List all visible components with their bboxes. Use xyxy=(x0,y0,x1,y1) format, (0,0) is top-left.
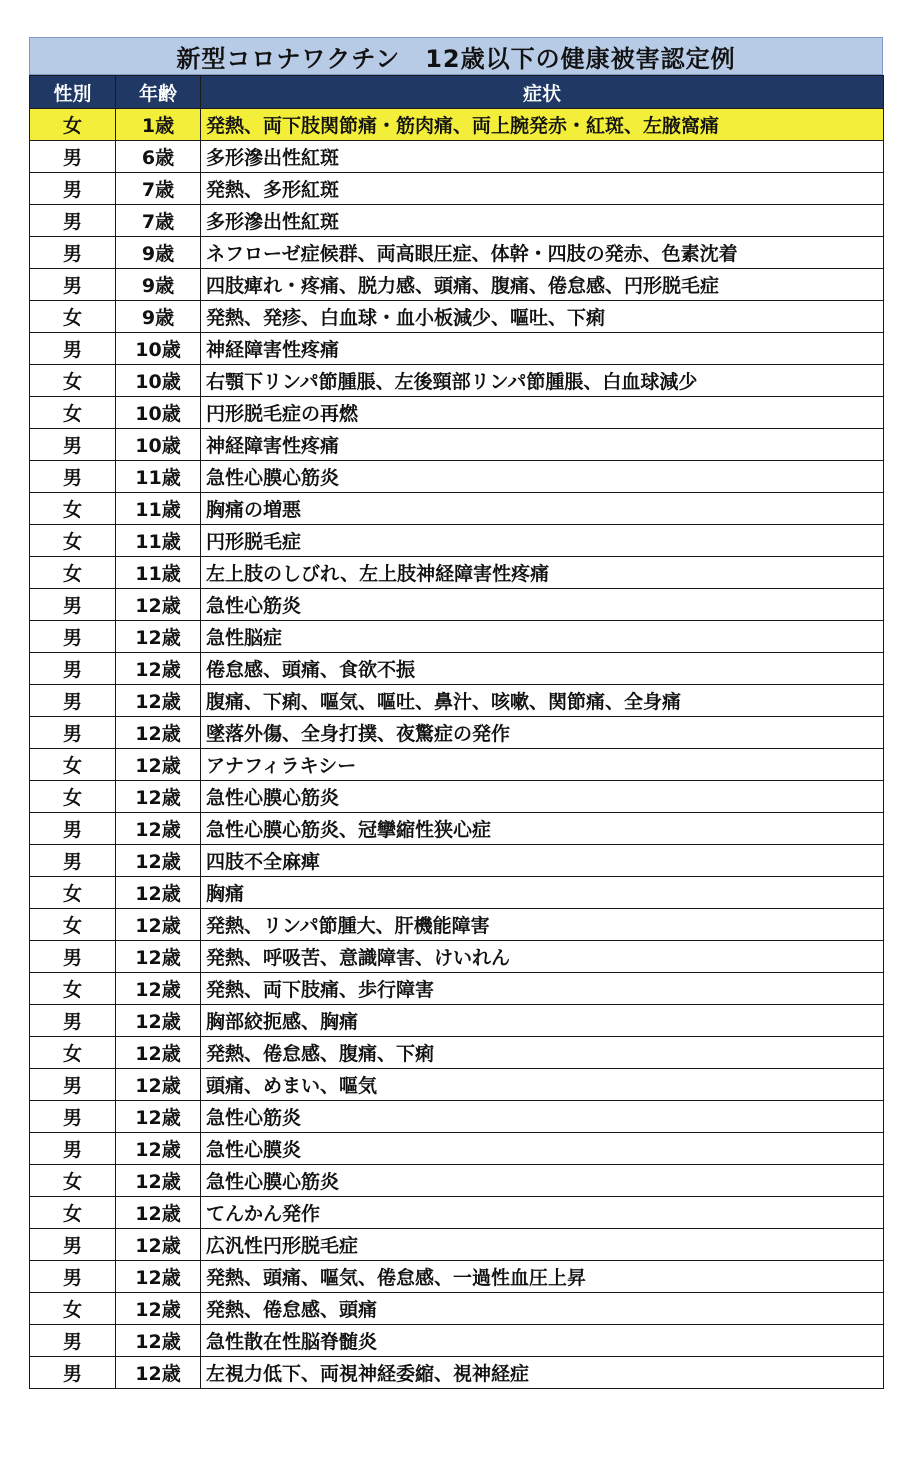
cell-sex: 男 xyxy=(30,1357,116,1389)
cell-symptoms: 発熱、発疹、白血球・血小板減少、嘔吐、下痢 xyxy=(201,301,884,333)
cell-sex: 男 xyxy=(30,1101,116,1133)
cell-sex: 男 xyxy=(30,685,116,717)
cell-age: 1歳 xyxy=(116,109,201,141)
table-row xyxy=(30,1005,884,1037)
cell-sex: 男 xyxy=(30,845,116,877)
table-row xyxy=(30,589,884,621)
cell-age: 12歳 xyxy=(116,781,201,813)
cell-age: 12歳 xyxy=(116,621,201,653)
cell-symptoms: 急性心膜心筋炎 xyxy=(201,461,884,493)
cell-symptoms: 発熱、両下肢関節痛・筋肉痛、両上腕発赤・紅斑、左腋窩痛 xyxy=(201,109,884,141)
cell-symptoms: 急性脳症 xyxy=(201,621,884,653)
cell-sex: 女 xyxy=(30,1037,116,1069)
cell-symptoms: 発熱、倦怠感、頭痛 xyxy=(201,1293,884,1325)
cell-age: 12歳 xyxy=(116,1133,201,1165)
cell-sex: 女 xyxy=(30,1165,116,1197)
table-row xyxy=(30,1357,884,1389)
cell-symptoms: 発熱、多形紅斑 xyxy=(201,173,884,205)
cell-symptoms: 胸痛 xyxy=(201,877,884,909)
cell-symptoms: ネフローゼ症候群、両高眼圧症、体幹・四肢の発赤、色素沈着 xyxy=(201,237,884,269)
cell-sex: 女 xyxy=(30,397,116,429)
cell-sex: 女 xyxy=(30,557,116,589)
table-body xyxy=(30,109,884,1389)
cell-symptoms: てんかん発作 xyxy=(201,1197,884,1229)
table-row xyxy=(30,173,884,205)
cell-age: 9歳 xyxy=(116,301,201,333)
header-symptoms: 症状 xyxy=(201,76,884,109)
cell-symptoms: 左上肢のしびれ、左上肢神経障害性疼痛 xyxy=(201,557,884,589)
cell-symptoms: 多形滲出性紅斑 xyxy=(201,141,884,173)
report-container xyxy=(29,37,883,1389)
cell-sex: 男 xyxy=(30,653,116,685)
cell-age: 12歳 xyxy=(116,1101,201,1133)
cell-age: 10歳 xyxy=(116,429,201,461)
cell-age: 11歳 xyxy=(116,525,201,557)
cell-symptoms: 胸部絞扼感、胸痛 xyxy=(201,1005,884,1037)
cell-sex: 男 xyxy=(30,1069,116,1101)
cell-symptoms: 墜落外傷、全身打撲、夜驚症の発作 xyxy=(201,717,884,749)
table-row xyxy=(30,749,884,781)
cell-symptoms: 急性心膜心筋炎 xyxy=(201,1165,884,1197)
cell-symptoms: 急性心筋炎 xyxy=(201,589,884,621)
cell-sex: 男 xyxy=(30,461,116,493)
table-row xyxy=(30,365,884,397)
table-row xyxy=(30,493,884,525)
cell-sex: 女 xyxy=(30,877,116,909)
cell-age: 10歳 xyxy=(116,365,201,397)
cell-age: 10歳 xyxy=(116,333,201,365)
table-row xyxy=(30,941,884,973)
cell-age: 11歳 xyxy=(116,461,201,493)
cell-sex: 女 xyxy=(30,525,116,557)
table-row xyxy=(30,813,884,845)
cell-sex: 男 xyxy=(30,1325,116,1357)
cell-age: 12歳 xyxy=(116,1261,201,1293)
cell-age: 11歳 xyxy=(116,493,201,525)
cell-sex: 男 xyxy=(30,717,116,749)
cell-symptoms: 四肢不全麻痺 xyxy=(201,845,884,877)
cell-symptoms: 円形脱毛症の再燃 xyxy=(201,397,884,429)
cell-age: 12歳 xyxy=(116,1197,201,1229)
cell-sex: 女 xyxy=(30,365,116,397)
table-row xyxy=(30,333,884,365)
cell-symptoms: 発熱、両下肢痛、歩行障害 xyxy=(201,973,884,1005)
cell-symptoms: 右顎下リンパ節腫脹、左後頸部リンパ節腫脹、白血球減少 xyxy=(201,365,884,397)
cell-age: 12歳 xyxy=(116,1229,201,1261)
cell-symptoms: 腹痛、下痢、嘔気、嘔吐、鼻汁、咳嗽、関節痛、全身痛 xyxy=(201,685,884,717)
cell-sex: 女 xyxy=(30,109,116,141)
cell-symptoms: 円形脱毛症 xyxy=(201,525,884,557)
cell-age: 7歳 xyxy=(116,205,201,237)
cell-symptoms: 急性心膜心筋炎 xyxy=(201,781,884,813)
cell-sex: 男 xyxy=(30,173,116,205)
cell-sex: 女 xyxy=(30,301,116,333)
table-row xyxy=(30,973,884,1005)
cell-sex: 男 xyxy=(30,1261,116,1293)
cell-symptoms: 急性散在性脳脊髄炎 xyxy=(201,1325,884,1357)
table-row xyxy=(30,1101,884,1133)
cell-age: 12歳 xyxy=(116,877,201,909)
cell-sex: 男 xyxy=(30,269,116,301)
cell-sex: 女 xyxy=(30,1293,116,1325)
table-row xyxy=(30,205,884,237)
cell-age: 10歳 xyxy=(116,397,201,429)
table-row xyxy=(30,781,884,813)
page-title: 新型コロナワクチン 12歳以下の健康被害認定例 xyxy=(29,37,883,75)
cell-age: 12歳 xyxy=(116,909,201,941)
cell-symptoms: 発熱、リンパ節腫大、肝機能障害 xyxy=(201,909,884,941)
cell-age: 12歳 xyxy=(116,1037,201,1069)
table-row xyxy=(30,269,884,301)
table-row xyxy=(30,1069,884,1101)
cell-sex: 男 xyxy=(30,1229,116,1261)
cell-symptoms: 発熱、頭痛、嘔気、倦怠感、一過性血圧上昇 xyxy=(201,1261,884,1293)
cell-symptoms: 急性心筋炎 xyxy=(201,1101,884,1133)
table-header-row xyxy=(30,76,884,109)
cell-sex: 男 xyxy=(30,333,116,365)
cell-age: 12歳 xyxy=(116,717,201,749)
cell-sex: 男 xyxy=(30,1133,116,1165)
cell-symptoms: アナフィラキシー xyxy=(201,749,884,781)
header-age: 年齢 xyxy=(116,76,201,109)
cell-age: 9歳 xyxy=(116,269,201,301)
cell-age: 12歳 xyxy=(116,1357,201,1389)
cell-age: 12歳 xyxy=(116,589,201,621)
table-row xyxy=(30,653,884,685)
cell-age: 12歳 xyxy=(116,845,201,877)
cell-symptoms: 発熱、倦怠感、腹痛、下痢 xyxy=(201,1037,884,1069)
cell-sex: 男 xyxy=(30,941,116,973)
cell-symptoms: 急性心膜心筋炎、冠攣縮性狭心症 xyxy=(201,813,884,845)
table-row xyxy=(30,877,884,909)
cell-symptoms: 胸痛の増悪 xyxy=(201,493,884,525)
table-row xyxy=(30,1197,884,1229)
cell-age: 12歳 xyxy=(116,653,201,685)
cell-symptoms: 四肢痺れ・疼痛、脱力感、頭痛、腹痛、倦怠感、円形脱毛症 xyxy=(201,269,884,301)
cell-symptoms: 神経障害性疼痛 xyxy=(201,429,884,461)
table-row xyxy=(30,397,884,429)
cell-age: 12歳 xyxy=(116,1165,201,1197)
table-row xyxy=(30,1133,884,1165)
table-row xyxy=(30,237,884,269)
cell-sex: 女 xyxy=(30,781,116,813)
cell-age: 12歳 xyxy=(116,1293,201,1325)
table-row xyxy=(30,1037,884,1069)
table-row xyxy=(30,1293,884,1325)
cell-age: 12歳 xyxy=(116,1325,201,1357)
cell-symptoms: 頭痛、めまい、嘔気 xyxy=(201,1069,884,1101)
cell-symptoms: 多形滲出性紅斑 xyxy=(201,205,884,237)
table-row xyxy=(30,1261,884,1293)
table-row xyxy=(30,109,884,141)
table-row xyxy=(30,461,884,493)
table-row xyxy=(30,685,884,717)
cell-symptoms: 左視力低下、両視神経委縮、視神経症 xyxy=(201,1357,884,1389)
cell-age: 12歳 xyxy=(116,685,201,717)
cell-age: 12歳 xyxy=(116,973,201,1005)
cell-age: 6歳 xyxy=(116,141,201,173)
cell-sex: 女 xyxy=(30,973,116,1005)
table-row xyxy=(30,621,884,653)
table-row xyxy=(30,717,884,749)
cell-symptoms: 急性心膜炎 xyxy=(201,1133,884,1165)
table-row xyxy=(30,557,884,589)
cell-sex: 男 xyxy=(30,141,116,173)
table-row xyxy=(30,1165,884,1197)
cell-age: 12歳 xyxy=(116,749,201,781)
cell-sex: 女 xyxy=(30,493,116,525)
cell-sex: 男 xyxy=(30,621,116,653)
table-row xyxy=(30,429,884,461)
cell-sex: 女 xyxy=(30,749,116,781)
header-sex: 性別 xyxy=(30,76,116,109)
cell-age: 11歳 xyxy=(116,557,201,589)
cell-sex: 女 xyxy=(30,1197,116,1229)
cell-symptoms: 神経障害性疼痛 xyxy=(201,333,884,365)
cell-sex: 男 xyxy=(30,429,116,461)
cell-age: 7歳 xyxy=(116,173,201,205)
table-row xyxy=(30,525,884,557)
cell-age: 9歳 xyxy=(116,237,201,269)
cell-age: 12歳 xyxy=(116,1069,201,1101)
cell-sex: 男 xyxy=(30,589,116,621)
cell-symptoms: 倦怠感、頭痛、食欲不振 xyxy=(201,653,884,685)
cell-symptoms: 広汎性円形脱毛症 xyxy=(201,1229,884,1261)
cell-sex: 男 xyxy=(30,813,116,845)
cell-sex: 男 xyxy=(30,205,116,237)
table-row xyxy=(30,1325,884,1357)
table-row xyxy=(30,301,884,333)
table-row xyxy=(30,845,884,877)
cell-sex: 男 xyxy=(30,1005,116,1037)
cell-sex: 女 xyxy=(30,909,116,941)
cell-age: 12歳 xyxy=(116,813,201,845)
table-row xyxy=(30,909,884,941)
cell-sex: 男 xyxy=(30,237,116,269)
table-row xyxy=(30,141,884,173)
cell-age: 12歳 xyxy=(116,941,201,973)
cases-table xyxy=(29,75,884,1389)
table-row xyxy=(30,1229,884,1261)
cell-age: 12歳 xyxy=(116,1005,201,1037)
cell-symptoms: 発熱、呼吸苦、意識障害、けいれん xyxy=(201,941,884,973)
